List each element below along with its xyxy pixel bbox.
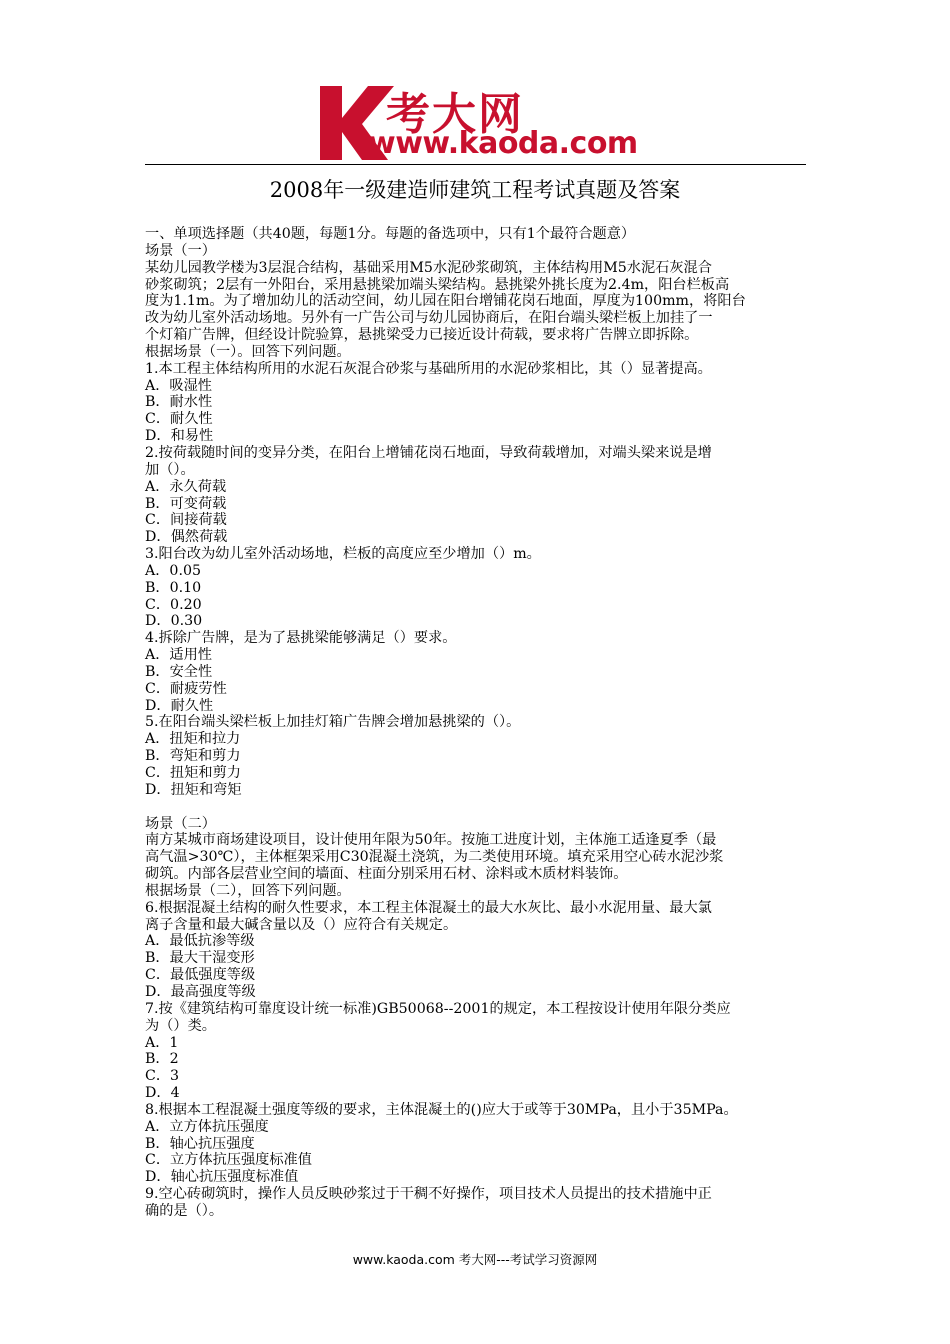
text-line: 1.本工程主体结构所用的水泥石灰混合砂浆与基础所用的水泥砂浆相比，其（）显著提高。 [145,360,712,377]
text-line: 南方某城市商场建设项目，设计使用年限为50年。按施工进度计划，主体施工适逢夏季（最 [145,832,717,849]
text-line: C．耐久性 [145,411,213,428]
text-line: B．轴心抗压强度 [145,1135,255,1152]
text-line: 7.按《建筑结构可靠度设计统一标准)GB50068--2001的规定，本工程按设计使用年限分类应 [145,1000,731,1017]
text-line: B．安全性 [145,663,213,680]
text-line: D．轴心抗压强度标准值 [145,1169,299,1186]
text-line: 8.根据本工程混凝土强度等级的要求，主体混凝土的()应大于或等于30MPa，且小于35MPa。 [145,1101,738,1118]
text-line: 加（）。 [145,461,195,478]
text-line: A．吸湿性 [145,377,212,394]
text-line: 一、单项选择题（共40题，每题1分。每题的备选项中，只有1个最符合题意） [145,226,636,242]
text-line: 6.根据混凝土结构的耐久性要求，本工程主体混凝土的最大水灰比、最小水泥用量、最大氯 [145,899,712,916]
text-line: A．永久荷载 [145,478,227,495]
text-line: 确的是（）。 [145,1202,224,1219]
text-line: 度为1.1m。为了增加幼儿的活动空间，幼儿园在阳台增铺花岗石地面，厚度为100mm，将阳台 [145,293,746,310]
logo-chinese-name: 考大网 [386,89,524,140]
text-line: D．最高强度等级 [145,983,256,1000]
text-line: C．立方体抗压强度标准值 [145,1152,312,1169]
logo-url: www.kaoda.com [368,126,638,161]
text-line: 场景（一） [145,242,216,259]
text-line: A．适用性 [145,647,212,664]
page-footer: www.kaoda.com 考大网---考试学习资源网 [352,1252,598,1267]
text-line: 3.阳台改为幼儿室外活动场地，栏板的高度应至少增加（）m。 [145,546,541,563]
text-line: 2.按荷载随时间的变异分类，在阳台上增铺花岗石地面，导致荷载增加，对端头梁来说是增 [145,444,712,461]
text-line: C．间接荷载 [145,512,227,529]
text-line: 9.空心砖砌筑时，操作人员反映砂浆过于干稠不好操作，项目技术人员提出的技术措施中正 [145,1186,712,1203]
text-line: C．0.20 [145,596,202,613]
text-line: 某幼儿园教学楼为3层混合结构，基础采用M5水泥砂浆砌筑，主体结构用M5水泥石灰混合 [145,259,712,276]
text-line: 场景（二） [145,815,216,832]
text-line: 根据场景（二），回答下列问题。 [145,882,351,899]
text-line: C．3 [145,1068,180,1085]
text-line: B．0.10 [145,579,202,596]
kaoda-logo [316,82,656,164]
text-line: B．最大干湿变形 [145,950,255,967]
text-line: C．最低强度等级 [145,967,256,984]
text-line: 离子含量和最大碱含量以及（）应符合有关规定。 [145,916,458,933]
text-line: A．最低抗渗等级 [145,933,255,950]
header-divider [145,164,806,165]
text-line: D．耐久性 [145,697,214,714]
text-line: 高气温>30℃），主体框架采用C30混凝土浇筑，为二类使用环境。填充采用空心砖水泥沙浆 [145,849,724,866]
text-line: C．扭矩和剪力 [145,765,241,781]
text-line: C．耐疲劳性 [145,680,227,697]
text-line: 根据场景（一）。回答下列问题。 [145,343,351,360]
text-line: B．弯矩和剪力 [145,748,241,765]
text-line: 4.拆除广告牌，是为了悬挑梁能够满足（）要求。 [145,630,457,647]
text-line: 砌筑。内部各层营业空间的墙面、柱面分别采用石材、涂料或木质材料装饰。 [145,866,628,883]
text-line: B．2 [145,1051,179,1068]
document-body [145,226,809,1220]
text-line: D．和易性 [145,428,214,445]
text-line: D．4 [145,1085,180,1102]
text-line: A．0.05 [145,562,202,579]
blank-line [145,799,809,816]
text-line: B．可变荷载 [145,495,227,512]
text-line: 改为幼儿室外活动场地。另外有一广告公司与幼儿园协商后，在阳台端头梁栏板上加挂了一 [145,310,713,327]
text-line: A．扭矩和拉力 [145,731,241,748]
text-line: D．偶然荷载 [145,529,228,546]
text-line: 为（）类。 [145,1017,216,1034]
text-line: A．立方体抗压强度 [145,1118,269,1135]
text-line: D．0.30 [145,613,203,630]
text-line: 个灯箱广告牌，但经设计院验算，悬挑梁受力已接近设计荷载，要求将广告牌立即拆除。 [145,327,699,344]
text-line: A．1 [145,1034,179,1051]
document-title: 2008年一级建造师建筑工程考试真题及答案 [269,178,681,202]
text-line: B．耐水性 [145,394,213,411]
text-line: D．扭矩和弯矩 [145,781,242,798]
text-line: 砂浆砌筑；2层有一外阳台，采用悬挑梁加端头梁结构。悬挑梁外挑长度为2.4m，阳台栏板高 [145,276,730,293]
text-line: 5.在阳台端头梁栏板上加挂灯箱广告牌会增加悬挑梁的（）。 [145,714,521,731]
